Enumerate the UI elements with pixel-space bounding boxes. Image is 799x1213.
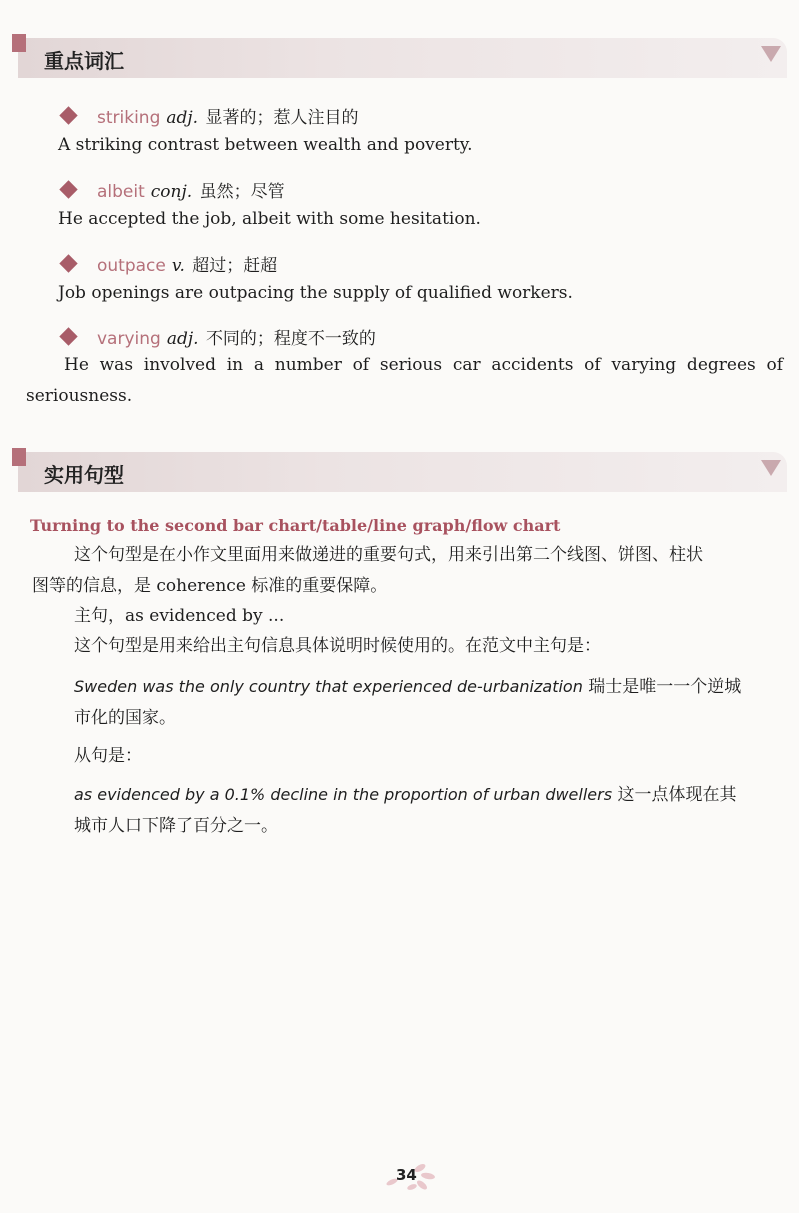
main-clause-en: Sweden was the only country that experienced de-urbanization [74, 677, 583, 696]
main-clause-zh-cont: 市化的国家。 [74, 708, 176, 728]
part-of-speech: v. [171, 256, 185, 276]
vocab-entry-varying [62, 324, 376, 349]
vocab-example: Job openings are outpacing the supply of qualified workers. [58, 283, 573, 303]
part-of-speech: adj. [166, 108, 199, 128]
vocab-example-line1: He was involved in a number of serious car accidents of varying degrees of [64, 355, 783, 375]
vocab-word: varying [97, 329, 161, 349]
corner-arrow-icon [761, 460, 781, 476]
vocab-word: albeit [97, 182, 145, 202]
vocab-word: striking [97, 108, 161, 128]
vocab-definition: 超过；赶超 [192, 256, 278, 276]
main-clause-line [74, 671, 741, 703]
vocab-definition: 显著的；惹人注目的 [205, 108, 359, 128]
vocab-section-header [18, 38, 787, 78]
sub-clause-label: 从句是： [74, 746, 142, 766]
pattern-para2: 这个句型是用来给出主句信息具体说明时候使用的。在范文中主句是： [74, 636, 601, 656]
diamond-bullet-icon [59, 180, 77, 198]
pattern-heading: Turning to the second bar chart/table/line graph/flow chart [30, 516, 561, 535]
diamond-bullet-icon [59, 327, 77, 345]
vocab-section-title: 重点词汇 [44, 49, 124, 73]
vocab-entry-striking [62, 103, 358, 128]
pattern-para1-line1: 这个句型是在小作文里面用来做递进的重要句式，用来引出第二个线图、饼图、柱状 [74, 545, 703, 565]
section-marker [12, 34, 26, 52]
pattern-2: 主句，as evidenced by ... [74, 606, 285, 626]
vocab-entry-albeit [62, 177, 285, 202]
vocab-example-line2: seriousness. [26, 386, 133, 406]
vocab-entry-outpace [62, 251, 277, 276]
sub-clause-en: as evidenced by a 0.1% decline in the proportion of urban dwellers [74, 785, 613, 804]
sub-clause-zh-cont: 城市人口下降了百分之一。 [74, 816, 278, 836]
vocab-definition: 不同的；程度不一致的 [205, 329, 376, 349]
diamond-bullet-icon [59, 106, 77, 124]
corner-arrow-icon [761, 46, 781, 62]
part-of-speech: conj. [150, 182, 193, 202]
vocab-example: A striking contrast between wealth and poverty. [58, 135, 473, 155]
sub-clause-line [74, 779, 736, 811]
sub-clause-zh: 这一点体现在其 [617, 785, 737, 805]
vocab-word: outpace [97, 256, 166, 276]
part-of-speech: adj. [166, 329, 199, 349]
pattern-section-title: 实用句型 [44, 463, 124, 487]
diamond-bullet-icon [59, 254, 77, 272]
vocab-example: He accepted the job, albeit with some hesitation. [58, 209, 481, 229]
main-clause-zh: 瑞士是唯一一个逆城 [588, 677, 742, 697]
pattern-section-header [18, 452, 787, 492]
vocab-definition: 虽然；尽管 [199, 182, 285, 202]
page-number: 34 [396, 1166, 417, 1184]
page-number-area [380, 1158, 440, 1194]
pattern-para1-line2: 图等的信息，是 coherence 标准的重要保障。 [32, 576, 388, 596]
section-marker [12, 448, 26, 466]
